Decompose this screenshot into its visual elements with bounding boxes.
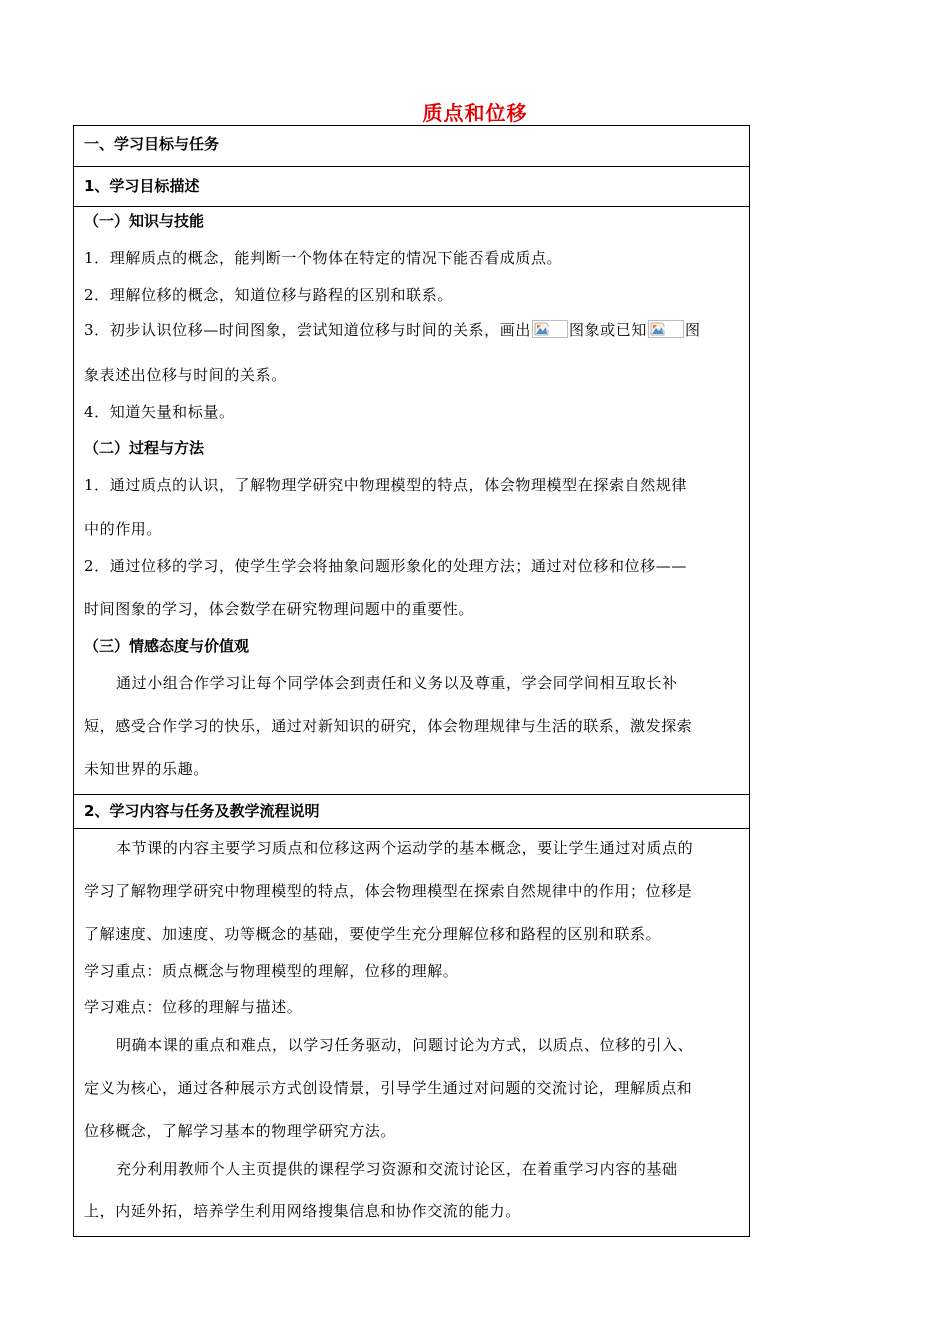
content-p1-line3: 了解速度、加速度、功等概念的基础，要使学生充分理解位移和路程的区别和联系。 (84, 925, 662, 943)
sub2-header: 2、学习内容与任务及教学流程说明 (84, 802, 320, 820)
goals-body (73, 206, 750, 795)
emotion-line-2: 短，感受合作学习的快乐，通过对新知识的研究，体会物理规律与生活的联系，激发探索 (84, 717, 693, 735)
content-p1-line1: 本节课的内容主要学习质点和位移这两个运动学的基本概念，要让学生通过对质点的 (116, 839, 694, 857)
content-p3-line2: 上，内延外拓，培养学生利用网络搜集信息和协作交流的能力。 (84, 1202, 521, 1220)
sub1-header: 1、学习目标描述 (84, 177, 200, 195)
knowledge-item-1: 1．理解质点的概念，能判断一个物体在特定的情况下能否看成质点。 (84, 249, 563, 267)
process-item-2-line2: 时间图象的学习，体会数学在研究物理问题中的重要性。 (84, 600, 475, 618)
knowledge-item-4: 4．知道矢量和标量。 (84, 403, 235, 421)
content-p1-line2: 学习了解物理学研究中物理模型的特点，体会物理模型在探索自然规律中的作用；位移是 (84, 882, 693, 900)
process-header: （二）过程与方法 (84, 439, 205, 457)
knowledge-item-3 (84, 319, 701, 340)
difficulty: 学习难点：位移的理解与描述。 (84, 998, 303, 1016)
broken-image-icon (532, 320, 568, 338)
content-p3-line1: 充分利用教师个人主页提供的课程学习资源和交流讨论区，在着重学习内容的基础 (116, 1160, 678, 1178)
section1-header-row (73, 125, 750, 167)
knowledge-item-3-line2: 象表述出位移与时间的关系。 (84, 366, 287, 384)
sub2-header-row (73, 794, 750, 829)
content-body (73, 828, 750, 1237)
knowledge-item-3-part3: 图 (684, 321, 701, 339)
emotion-line-1: 通过小组合作学习让每个同学体会到责任和义务以及尊重，学会同学间相互取长补 (116, 674, 678, 692)
content-p2-line3: 位移概念，了解学习基本的物理学研究方法。 (84, 1122, 397, 1140)
process-item-1-line1: 1．通过质点的认识，了解物理学研究中物理模型的特点，体会物理模型在探索自然规律 (84, 476, 687, 494)
knowledge-item-3-part2: 图象或已知 (568, 321, 647, 339)
key-point: 学习重点：质点概念与物理模型的理解，位移的理解。 (84, 962, 459, 980)
sub1-header-row (73, 166, 750, 207)
emotion-line-3: 未知世界的乐趣。 (84, 760, 209, 778)
knowledge-header: （一）知识与技能 (84, 212, 205, 230)
content-p2-line1: 明确本课的重点和难点，以学习任务驱动，问题讨论为方式，以质点、位移的引入、 (116, 1036, 694, 1054)
content-p2-line2: 定义为核心，通过各种展示方式创设情景，引导学生通过对问题的交流讨论，理解质点和 (84, 1079, 693, 1097)
process-item-1-line2: 中的作用。 (84, 520, 163, 538)
process-item-2-line1: 2．通过位移的学习，使学生学会将抽象问题形象化的处理方法；通过对位移和位移—— (84, 557, 687, 575)
broken-image-icon (648, 320, 684, 338)
document-title: 质点和位移 (422, 101, 528, 125)
section1-header: 一、学习目标与任务 (84, 135, 220, 153)
emotion-header: （三）情感态度与价值观 (84, 637, 250, 655)
knowledge-item-3-part1: 3．初步认识位移—时间图象，尝试知道位移与时间的关系，画出 (84, 321, 531, 339)
knowledge-item-2: 2．理解位移的概念，知道位移与路程的区别和联系。 (84, 286, 453, 304)
